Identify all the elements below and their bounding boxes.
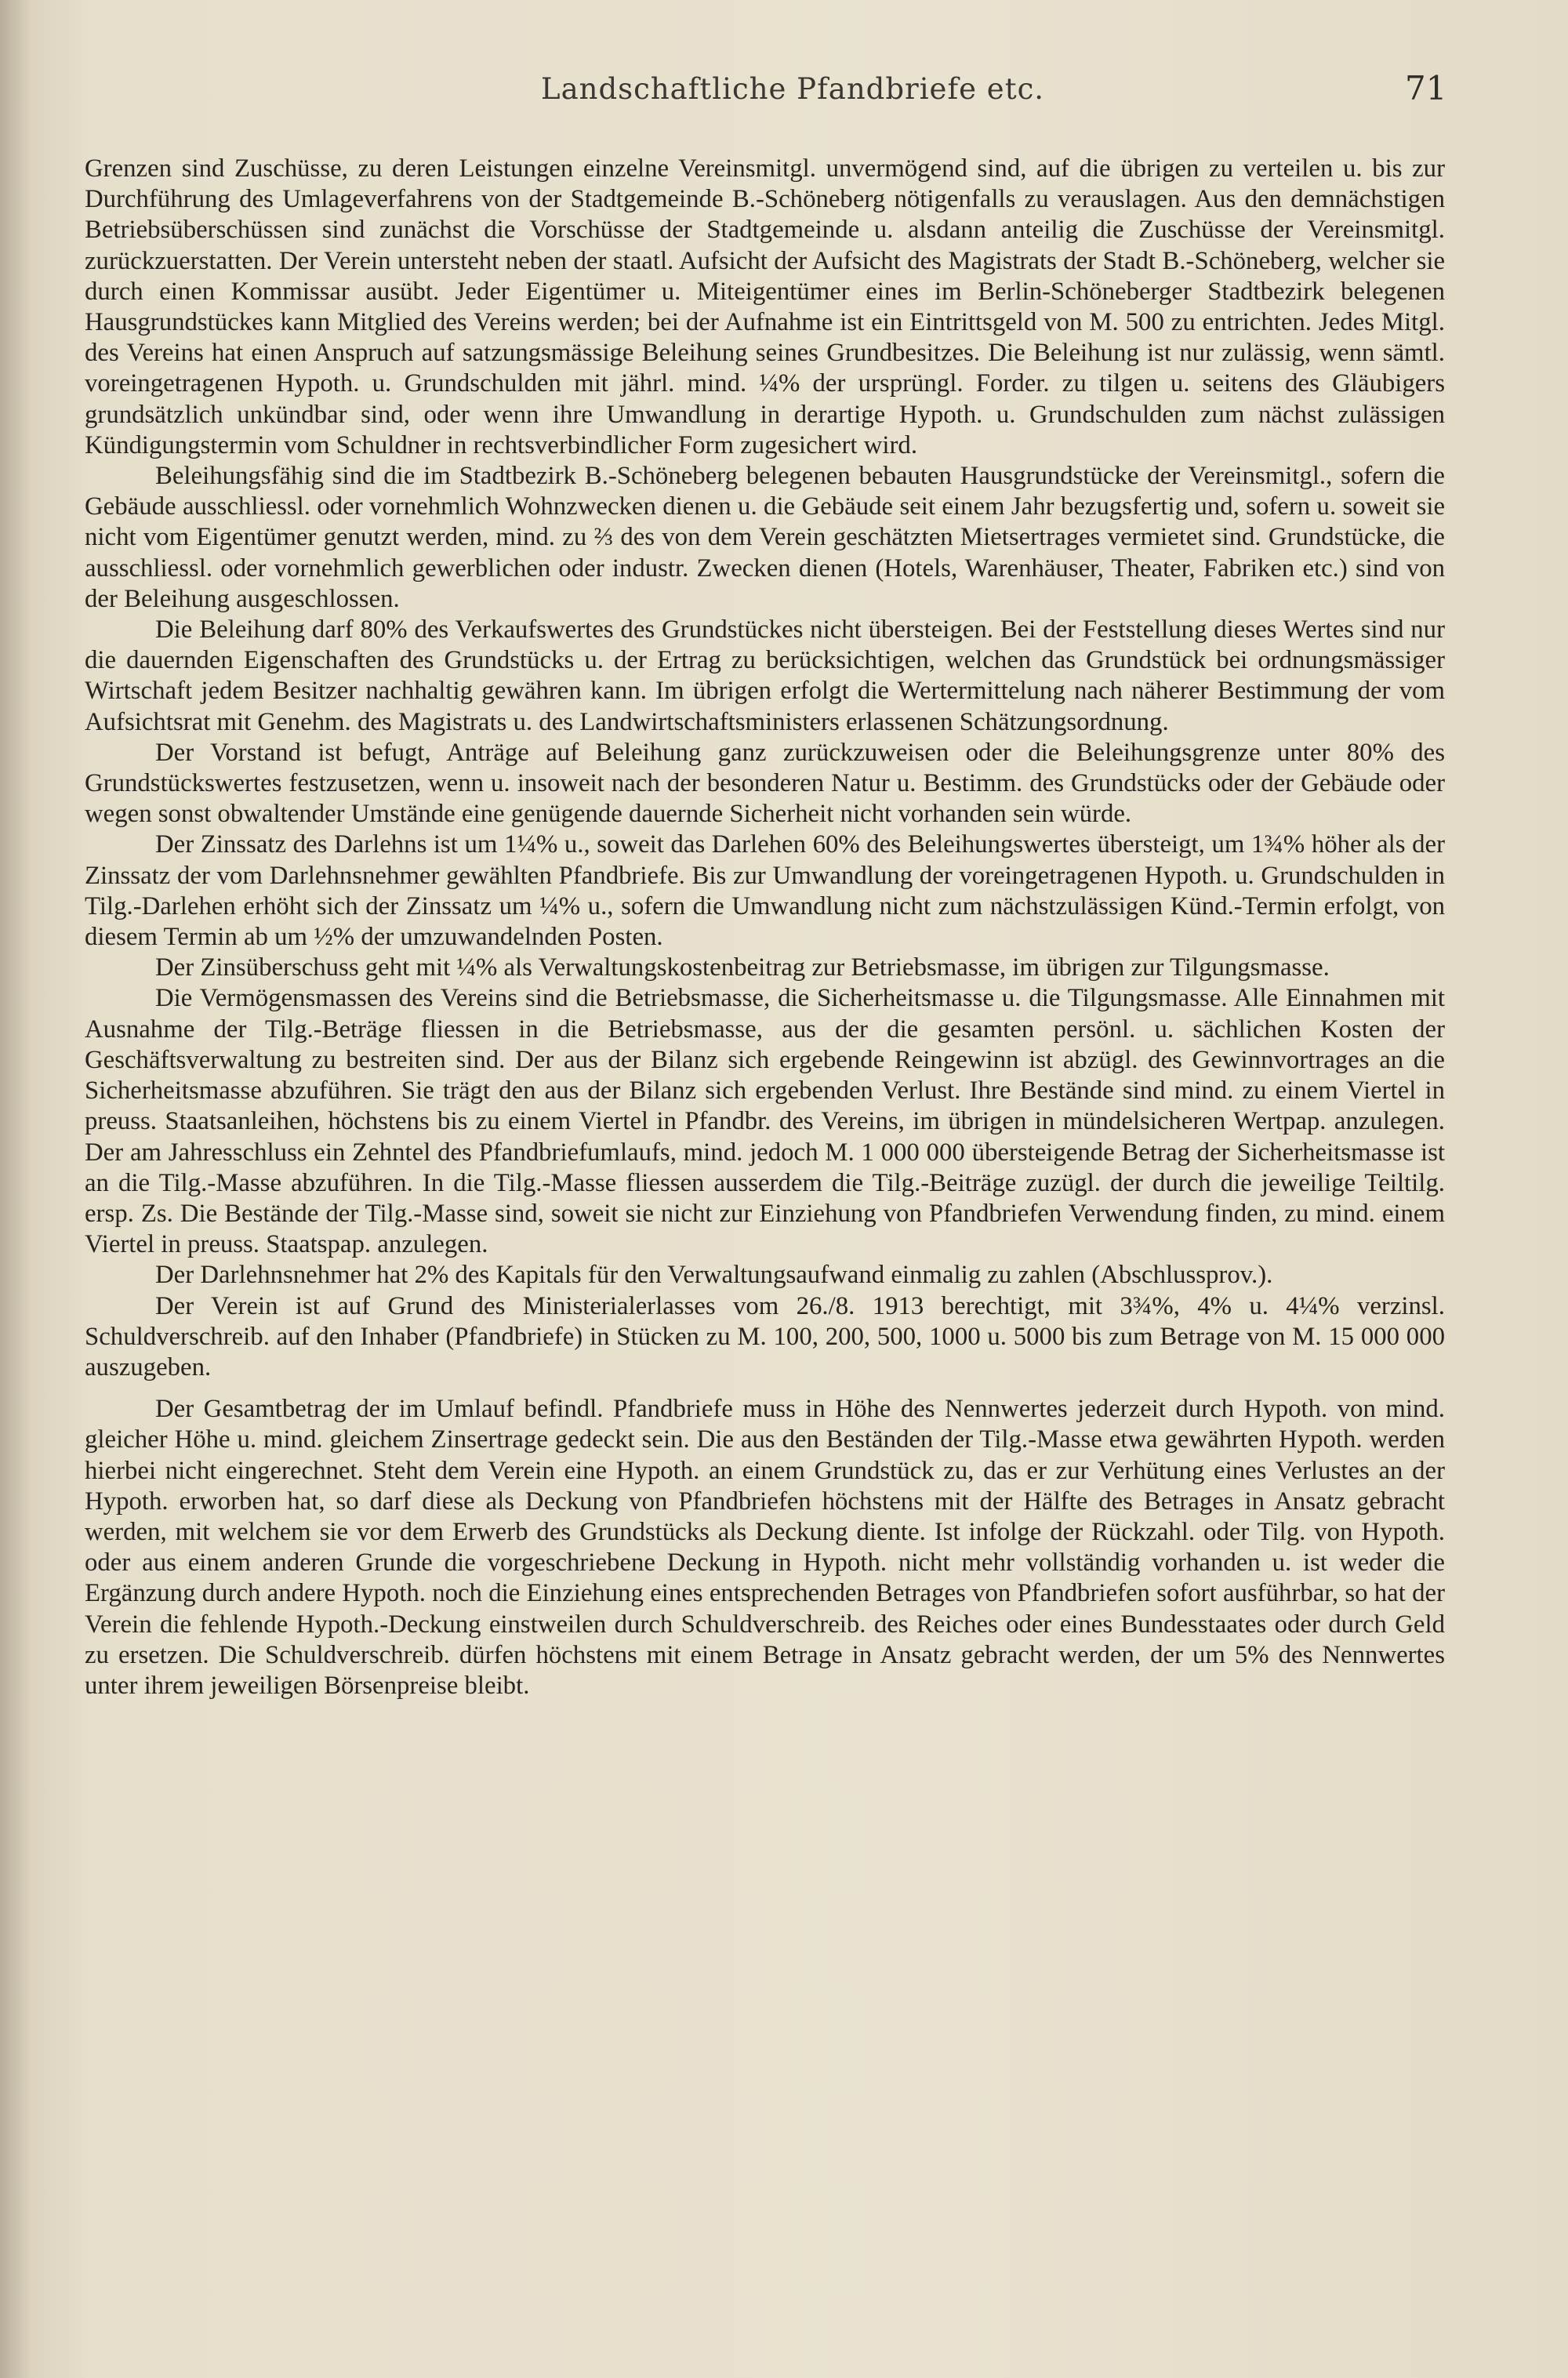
paragraph: Die Beleihung darf 80% des Verkaufswertes des Grundstückes nicht übersteigen. Bei der Feststellung dieses Wertes sind nur die dauernden Eigenschaften des Grundstücks u. der Ertrag zu berücksichtigen, welchen das Grundstück bei ordnungsmässiger Wirtschaft jedem Besitzer nachhaltig gewähren kann. Im übrigen erfolgt die Wertermittelung nach näherer Bestimmung der vom Aufsichtsrat mit Genehm. des Magistrats u. des Landwirtschaftsministers erlassenen Schätzungsordnung. bbox=[85, 615, 1445, 736]
paragraph: Der Darlehnsnehmer hat 2% des Kapitals für den Verwaltungsaufwand einmalig zu zahlen (Abschlussprov.). bbox=[155, 1261, 1273, 1290]
page-header bbox=[0, 69, 1568, 119]
page-number: 71 bbox=[1405, 69, 1447, 107]
paragraph: Der Zinsüberschuss geht mit ¼% als Verwaltungskostenbeitrag zur Betriebsmasse, im übrigen zur Tilgungsmasse. bbox=[155, 953, 1330, 982]
paragraph: Die Vermögensmassen des Vereins sind die Betriebsmasse, die Sicherheitsmasse u. die Tilgungsmasse. Alle Einnahmen mit Ausnahme der Tilg.-Beträge fliessen in die Betriebsmasse, aus der die gesamten persönl. u. sächlichen Kosten der Geschäftsverwaltung zu bestreiten sind. Der aus der Bilanz sich ergebende Reingewinn ist abzügl. des Gewinnvortrages an die Sicherheitsmasse abzuführen. Sie trägt den aus der Bilanz sich ergebenden Verlust. Ihre Bestände sind mind. zu einem Viertel in preuss. Staatsanleihen, höchstens bis zu einem Viertel in Pfandbr. des Vereins, im übrigen in mündelsicheren Wertpap. anzulegen. Der am Jahresschluss ein Zehntel des Pfandbriefumlaufs, mind. jedoch M. 1 000 000 übersteigende Betrag der Sicherheitsmasse ist an die Tilg.-Masse abzuführen. In die Tilg.-Masse fliessen ausserdem die Tilg.-Beiträge zuzügl. der durch die jeweilige Teiltilg. ersp. Zs. Die Bestände der Tilg.-Masse sind, soweit sie nicht zur Einziehung von Pfandbriefen Verwendung finden, zu mind. einem Viertel in preuss. Staatspap. anzulegen. bbox=[85, 984, 1445, 1259]
paragraph: Der Verein ist auf Grund des Ministerialerlasses vom 26./8. 1913 berechtigt, mit 3¾%, 4% u. 4¼% verzinsl. Schuldverschreib. auf den Inhaber (Pfandbriefe) in Stücken zu M. 100, 200, 500, 1000 u. 5000 bis zum Betrage von M. 15 000 000 auszugeben. bbox=[85, 1291, 1445, 1381]
paragraph: Der Gesamtbetrag der im Umlauf befindl. Pfandbriefe muss in Höhe des Nennwertes jederzeit durch Hypoth. von mind. gleicher Höhe u. mind. gleichem Zinsertrage gedeckt sein. Die aus den Beständen der Tilg.-Masse etwa gewährten Hypoth. werden hierbei nicht eingerechnet. Steht dem Verein eine Hypoth. an einem Grundstück zu, das er zur Verhütung eines Verlustes an der Hypoth. erworben hat, so darf diese als Deckung von Pfandbriefen höchstens mit der Hälfte des Betrages in Ansatz gebracht werden, mit welchem sie vor dem Erwerb des Grundstücks als Deckung diente. Ist infolge der Rückzahl. oder Tilg. von Hypoth. oder aus einem anderen Grunde die vorgeschriebene Deckung in Hypoth. nicht mehr vollständig vorhanden u. ist weder die Ergänzung durch andere Hypoth. noch die Einziehung eines entsprechenden Betrages von Pfandbriefen sofort ausführbar, so hat der Verein die fehlende Hypoth.-Deckung einstweilen durch Schuldverschreib. des Reiches oder eines Bundesstaates oder durch Geld zu ersetzen. Die Schuldverschreib. dürfen höchstens mit einem Betrage in Ansatz gebracht werden, der um 5% des Nennwertes unter ihrem jeweiligen Börsenpreise bleibt. bbox=[85, 1395, 1445, 1700]
paragraph: Beleihungsfähig sind die im Stadtbezirk B.-Schöneberg belegenen bebauten Hausgrundstücke der Vereinsmitgl., sofern die Gebäude ausschliessl. oder vornehmlich Wohnzwecken dienen u. die Gebäude seit einem Jahr bezugsfertig und, sofern u. soweit sie nicht vom Eigentümer genutzt werden, mind. zu ⅔ des von dem Verein geschätzten Mietsertrages vermietet sind. Grundstücke, die ausschliessl. oder vornehmlich gewerblichen oder industr. Zwecken dienen (Hotels, Warenhäuser, Theater, Fabriken etc.) sind von der Beleihung ausgeschlossen. bbox=[85, 462, 1445, 613]
running-title: Landschaftliche Pfandbriefe etc. bbox=[541, 72, 1045, 106]
body-text bbox=[85, 154, 1445, 1701]
paragraph: Grenzen sind Zuschüsse, zu deren Leistungen einzelne Vereinsmitgl. unvermögend sind, auf die übrigen zu verteilen u. bis zur Durchführung des Umlageverfahrens von der Stadtgemeinde B.-Schöneberg nötigenfalls zu verauslagen. Aus den demnächstigen Betriebsüberschüssen sind zunächst die Vorschüsse der Stadtgemeinde u. alsdann anteilig die Zuschüsse der Vereinsmitgl. zurückzuerstatten. Der Verein untersteht neben der staatl. Aufsicht der Aufsicht des Magistrats der Stadt B.-Schöneberg, welcher sie durch einen Kommissar ausübt. Jeder Eigentümer u. Miteigentümer eines im Berlin-Schöneberger Stadtbezirk belegenen Hausgrundstückes kann Mitglied des Vereins werden; bei der Aufnahme ist ein Eintrittsgeld von M. 500 zu entrichten. Jedes Mitgl. des Vereins hat einen Anspruch auf satzungsmässige Beleihung seines Grundbesitzes. Die Beleihung ist nur zulässig, wenn sämtl. voreingetragenen Hypoth. u. Grundschulden mit jährl. mind. ¼% der ursprüngl. Forder. zu tilgen u. seitens des Gläubigers grundsätzlich unkündbar sind, oder wenn ihre Umwandlung in derartige Hypoth. u. Grundschulden zum nächst zulässigen Kündigungstermin vom Schuldner in rechtsverbindlicher Form zugesichert wird. bbox=[85, 154, 1445, 459]
paragraph: Der Vorstand ist befugt, Anträge auf Beleihung ganz zurückzuweisen oder die Beleihungsgrenze unter 80% des Grundstückswertes festzusetzen, wenn u. insoweit nach der besonderen Natur u. Bestimm. des Grundstücks oder der Gebäude oder wegen sonst obwaltender Umstände eine genügende dauernde Sicherheit nicht vorhanden sein würde. bbox=[85, 738, 1445, 829]
paragraph: Der Zinssatz des Darlehns ist um 1¼% u., soweit das Darlehen 60% des Beleihungswertes übersteigt, um 1¾% höher als der Zinssatz der vom Darlehnsnehmer gewählten Pfandbriefe. Bis zur Umwandlung der voreingetragenen Hypoth. u. Grundschulden in Tilg.-Darlehen erhöht sich der Zinssatz um ¼% u., sofern die Umwandlung nicht zum nächstzulässigen Künd.-Termin erfolgt, von diesem Termin ab um ½% der umzuwandelnden Posten. bbox=[85, 830, 1445, 952]
